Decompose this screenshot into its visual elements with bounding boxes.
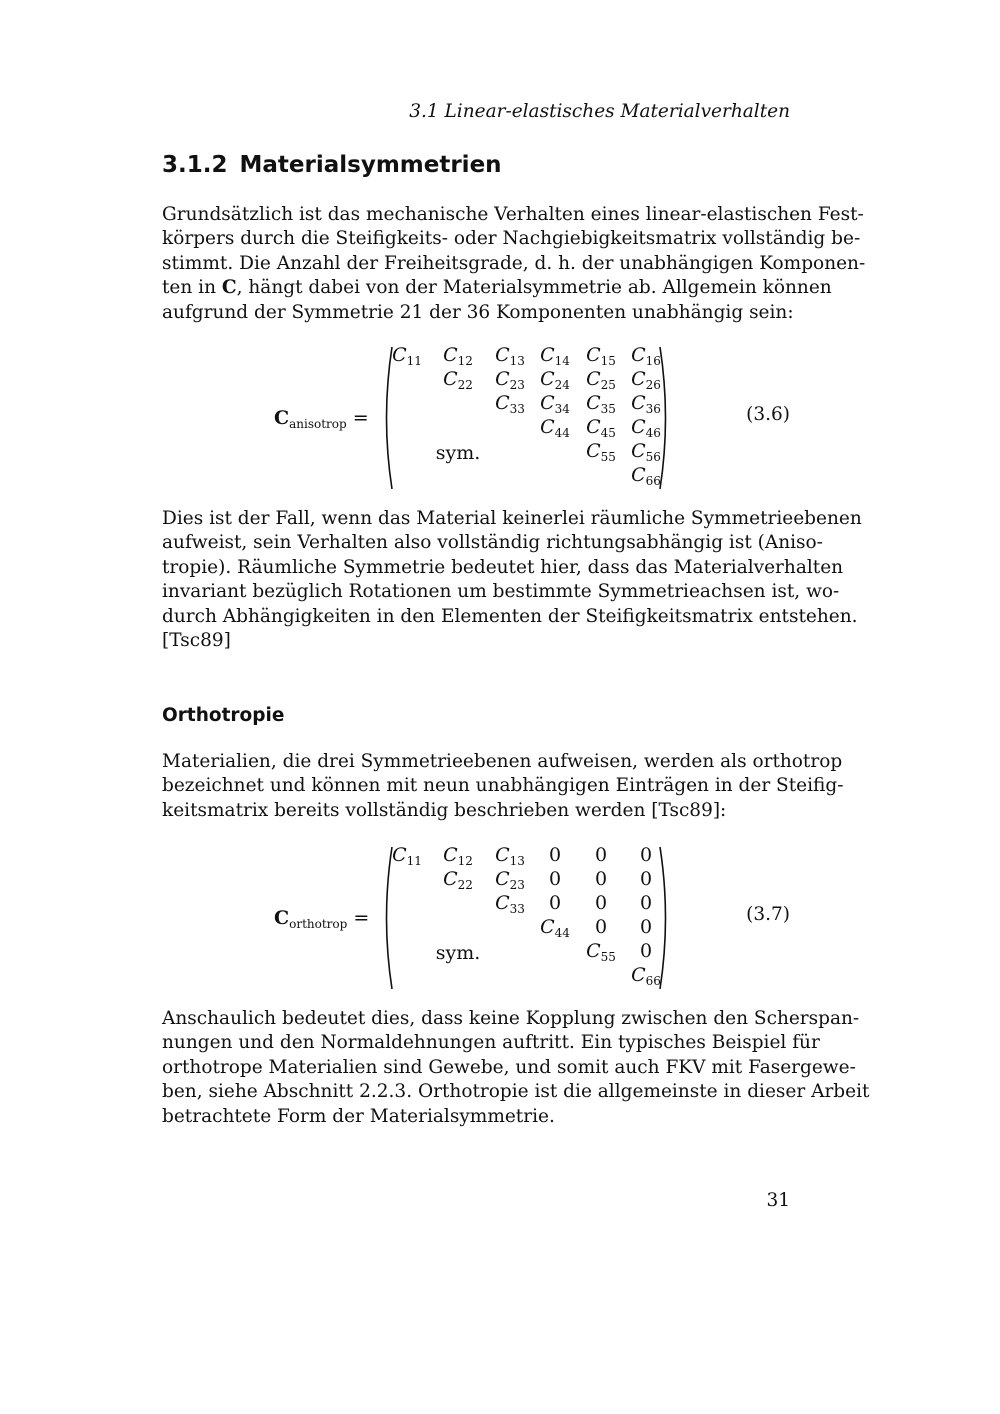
matrix-entry: $C_{13}$: [495, 344, 525, 368]
equation-number: (3.6): [746, 404, 790, 425]
matrix-entry: 0: [639, 940, 653, 962]
matrix-entry: $C_{11}$: [392, 844, 422, 868]
text-line: tropie). Räumliche Symmetrie bedeutet hier, dass das Materialverhalten: [162, 556, 844, 578]
text-line: aufweist, sein Verhalten also vollständig richtungsabhängig ist (Aniso-: [162, 532, 823, 554]
matrix-entry: $C_{46}$: [631, 416, 661, 440]
matrix-entry: $C_{44}$: [540, 416, 570, 440]
text-line: Grundsätzlich ist das mechanische Verhalten eines linear-elastischen Fest-: [162, 204, 864, 225]
text-line: betrachtete Form der Materialsymmetrie.: [162, 1105, 555, 1127]
text-line: nungen und den Normaldehnungen auftritt. Ein typisches Beispiel für: [162, 1032, 820, 1054]
matrix-entry: $C_{44}$: [540, 916, 570, 940]
matrix-entry: $C_{34}$: [540, 392, 570, 416]
matrix-entry: 0: [548, 892, 562, 914]
equation-lhs: $C_{anisotrop}$ =: [274, 407, 369, 431]
matrix-entry: 0: [639, 844, 653, 866]
text-line: durch Abhängigkeiten in den Elementen der Steifigkeitsmatrix entstehen.: [162, 605, 858, 627]
text-line: bezeichnet und können mit neun unabhängigen Einträgen in der Steifig-: [162, 775, 844, 797]
matrix-entry: $C_{12}$: [443, 844, 473, 868]
section-title: Materialsymmetrien: [239, 152, 502, 178]
matrix-entry: $C_{26}$: [631, 368, 661, 392]
equation-lhs: $C_{orthotrop}$ =: [274, 907, 370, 931]
matrix-entry: 0: [594, 916, 608, 938]
section-number: 3.1.2: [162, 152, 228, 178]
matrix-entry: $C_{66}$: [631, 964, 661, 988]
matrix-entry: 0: [639, 916, 653, 938]
matrix-entry: 0: [548, 868, 562, 890]
text-line: orthotrope Materialien sind Gewebe, und somit auch FKV mit Fasergewe-: [162, 1056, 856, 1078]
equation-number: (3.7): [746, 904, 790, 925]
matrix-entry: $C_{22}$: [443, 868, 473, 892]
matrix-entry: $C_{12}$: [443, 344, 473, 368]
text-line: Anschaulich bedeutet dies, dass keine Kopplung zwischen den Scherspan-: [162, 1008, 860, 1029]
matrix-entry: $C_{13}$: [495, 844, 525, 868]
matrix-entry: $C_{33}$: [495, 392, 525, 416]
matrix-entry: $C_{33}$: [495, 892, 525, 916]
text-line: keitsmatrix bereits vollständig beschrieben werden [Tsc89]:: [162, 799, 727, 821]
equation-orthotrop: [162, 845, 790, 991]
text-line: Dies ist der Fall, wenn das Material keinerlei räumliche Symmetrieebenen: [162, 508, 862, 529]
text-line: körpers durch die Steifigkeits- oder Nachgiebigkeitsmatrix vollständig be-: [162, 228, 861, 250]
paragraph-conclusion: [162, 1007, 870, 1129]
matrix-entry: $C_{45}$: [586, 416, 616, 440]
matrix-entry: $C_{15}$: [586, 344, 616, 368]
matrix-entry: $C_{22}$: [443, 368, 473, 392]
matrix-entry: $C_{25}$: [586, 368, 616, 392]
matrix-symbol-bold: C: [221, 277, 237, 299]
page-number: 31: [766, 1190, 790, 1211]
matrix-entry: 0: [594, 868, 608, 890]
text-line: [Tsc89]: [162, 630, 231, 652]
matrix-entry: $C_{16}$: [631, 344, 661, 368]
subsection-heading: Orthotropie: [162, 705, 285, 726]
matrix-entry: $C_{11}$: [392, 344, 422, 368]
matrix-entry: $C_{23}$: [495, 868, 525, 892]
running-header: 3.1 Linear-elastisches Materialverhalten: [409, 101, 790, 122]
matrix-entry: $C_{14}$: [540, 344, 570, 368]
matrix-entry: $C_{55}$: [586, 440, 616, 464]
matrix-entry: 0: [639, 868, 653, 890]
matrix-entry: $C_{66}$: [631, 464, 661, 488]
equation-anisotrop: [162, 345, 790, 491]
symmetry-label: sym.: [435, 442, 481, 464]
matrix-entry: $C_{23}$: [495, 368, 525, 392]
section-heading: [162, 152, 502, 178]
paragraph-anisotropy: [162, 507, 862, 653]
matrix-entry: $C_{55}$: [586, 940, 616, 964]
symmetry-label: sym.: [435, 942, 481, 964]
matrix-entry: $C_{35}$: [586, 392, 616, 416]
paragraph-orthotropy: [162, 750, 844, 823]
matrix-entry: $C_{56}$: [631, 440, 661, 464]
matrix-entry: 0: [548, 844, 562, 866]
text-line: ben, siehe Abschnitt 2.2.3. Orthotropie ist die allgemeinste in dieser Arbeit: [162, 1081, 870, 1103]
text-line: Materialien, die drei Symmetrieebenen aufweisen, werden als orthotrop: [162, 751, 843, 772]
matrix-entry: 0: [594, 892, 608, 914]
text-line: aufgrund der Symmetrie 21 der 36 Komponenten unabhängig sein:: [162, 301, 794, 323]
matrix-entry: $C_{36}$: [631, 392, 661, 416]
matrix-entry: 0: [639, 892, 653, 914]
text-line: stimmt. Die Anzahl der Freiheitsgrade, d. h. der unabhängigen Komponen-: [162, 252, 866, 274]
paragraph-intro: [162, 203, 866, 325]
text-line: invariant bezüglich Rotationen um bestimmte Symmetrieachsen ist, wo-: [162, 581, 840, 603]
matrix-entry: $C_{24}$: [540, 368, 570, 392]
matrix-entry: 0: [594, 844, 608, 866]
text-line: ten in C, hängt dabei von der Materialsymmetrie ab. Allgemein können: [162, 277, 832, 299]
